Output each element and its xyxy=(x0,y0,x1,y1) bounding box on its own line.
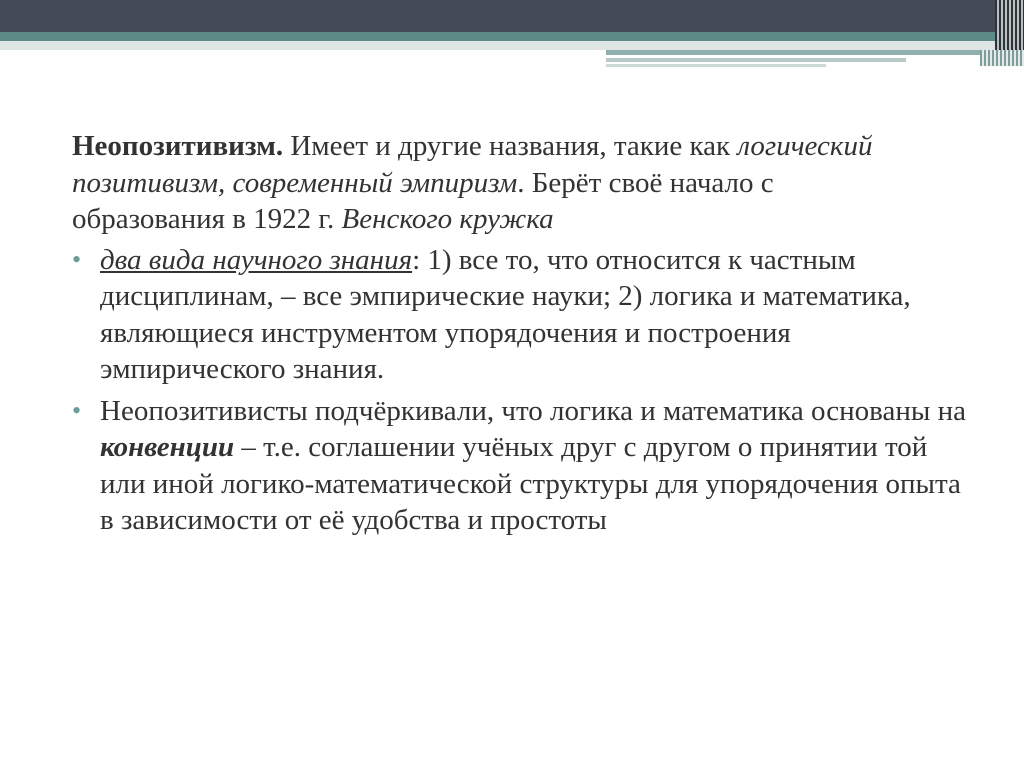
slide-content xyxy=(72,128,972,544)
bullet-2-text-before: Неопозитивисты подчёркивали, что логика и математика основаны на xyxy=(100,394,966,427)
bullet-item xyxy=(72,393,970,539)
decor-bar-1 xyxy=(606,50,1002,55)
header-pale-band xyxy=(0,41,1024,50)
bullet-1-text: : 1) все то, что относится к частным дисциплинам, – все эмпирические науки; 2) логика и математика, являющиеся инструментом упорядочения и построения эмпирического знания. xyxy=(100,243,911,385)
bullet-2-bold-italic: конвенции xyxy=(100,431,235,463)
bullet-dot-icon: • xyxy=(72,395,82,425)
intro-italic-circle: Венского кружка xyxy=(341,203,554,235)
intro-text-2: . Берёт своё начало с образования в 1922 г. xyxy=(72,166,774,235)
header-accent-line xyxy=(0,32,1024,41)
intro-italic-names: логический позитивизм, современный эмпиризм xyxy=(72,130,873,199)
bullet-item xyxy=(72,242,970,388)
bullet-list xyxy=(72,242,972,539)
intro-text-1: Имеет и другие названия, такие как xyxy=(283,130,738,162)
bullet-2-text-after: – т.е. соглашении учёных друг с другом о принятии той или иной логико-математической структуры для упорядочения опыта в зависимости от её удобства и простоты xyxy=(100,431,961,536)
intro-title: Неопозитивизм. xyxy=(72,130,284,162)
bullet-1-underlined: два вида научного знания xyxy=(100,243,413,276)
decor-stripes-lower xyxy=(980,50,1024,66)
intro-paragraph xyxy=(72,128,902,238)
bullet-dot-icon: • xyxy=(72,244,82,274)
decor-bar-3 xyxy=(606,64,826,67)
header-band xyxy=(0,0,1024,32)
decor-bar-2 xyxy=(606,58,906,62)
